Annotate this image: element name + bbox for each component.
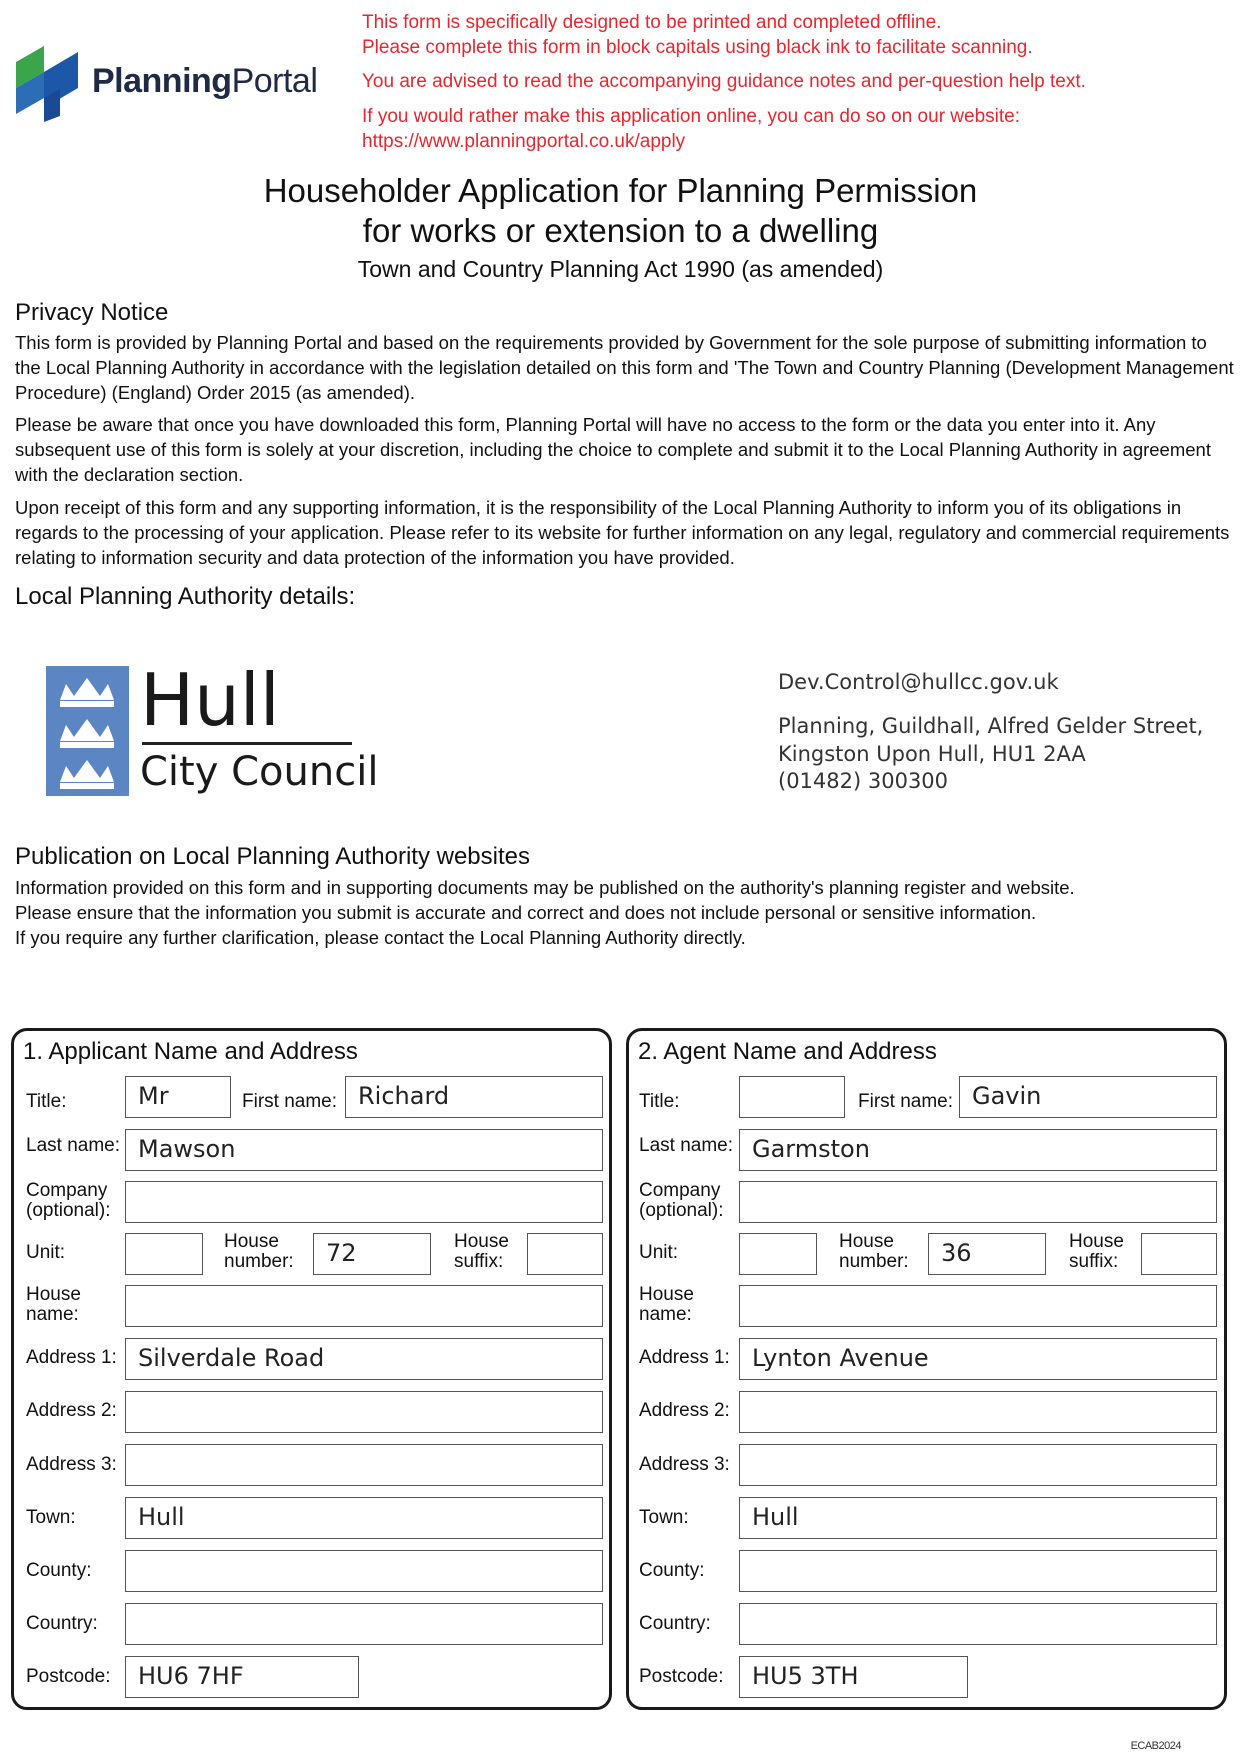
- apply-url-link[interactable]: https://www.planningportal.co.uk/apply: [362, 131, 686, 152]
- form-title-line-1: Householder Application for Planning Permission: [263, 172, 978, 209]
- agent-company-field[interactable]: [739, 1181, 1217, 1223]
- applicant-town-label: Town:: [26, 1507, 76, 1528]
- applicant-postcode-field[interactable]: HU6 7HF: [125, 1656, 359, 1698]
- agent-section: [626, 1028, 1227, 1710]
- agent-address-2-label: Address 2:: [639, 1400, 730, 1421]
- privacy-paragraph-2: Please be aware that once you have downloaded this form, Planning Portal will have no access to the form or the data you enter into it. Any subsequent use of this form is solely at your discretion, including the choice to complete and submit it to the Local Planning Authority in agreement with the declaration section.: [15, 414, 1211, 485]
- applicant-first-name-label: First name:: [242, 1091, 338, 1112]
- agent-house-name-field[interactable]: [739, 1285, 1217, 1327]
- applicant-company-field[interactable]: [125, 1181, 603, 1223]
- applicant-last-name-field[interactable]: Mawson: [125, 1129, 603, 1171]
- publication-paragraph-3: If you require any further clarification, please contact the Local Planning Authority directly.: [15, 927, 746, 948]
- agent-unit-field[interactable]: [739, 1233, 817, 1275]
- council-logo-divider: [142, 742, 352, 745]
- applicant-house-name-label: House name:: [26, 1284, 81, 1325]
- agent-first-name-label: First name:: [858, 1091, 954, 1112]
- applicant-address-3-field[interactable]: [125, 1444, 603, 1486]
- agent-unit-label: Unit:: [639, 1242, 679, 1263]
- privacy-notice-heading: Privacy Notice: [15, 299, 169, 326]
- applicant-town-field[interactable]: Hull: [125, 1497, 603, 1539]
- agent-house-suffix-field[interactable]: [1141, 1233, 1217, 1275]
- agent-county-field[interactable]: [739, 1550, 1217, 1592]
- applicant-house-suffix-label: House suffix:: [454, 1231, 509, 1272]
- agent-house-suffix-label: House suffix:: [1069, 1231, 1124, 1272]
- online-notice: If you would rather make this application online, you can do so on our website:: [362, 106, 1020, 127]
- planning-portal-logo: [12, 42, 318, 122]
- publication-paragraph-2: Please ensure that the information you submit is accurate and correct and does not include personal or sensitive information.: [15, 902, 1037, 923]
- agent-county-label: County:: [639, 1560, 705, 1581]
- applicant-address-1-field[interactable]: Silverdale Road: [125, 1338, 603, 1380]
- agent-address-2-field[interactable]: [739, 1391, 1217, 1433]
- applicant-title-field[interactable]: Mr: [125, 1076, 231, 1118]
- agent-address-1-field[interactable]: Lynton Avenue: [739, 1338, 1217, 1380]
- applicant-house-suffix-field[interactable]: [527, 1233, 603, 1275]
- agent-section-heading: 2. Agent Name and Address: [638, 1038, 937, 1065]
- guidance-notice: You are advised to read the accompanying guidance notes and per-question help text.: [362, 71, 1086, 92]
- applicant-address-2-label: Address 2:: [26, 1400, 117, 1421]
- council-address-line-1: Planning, Guildhall, Alfred Gelder Street,: [778, 714, 1204, 738]
- council-address-line-2: Kingston Upon Hull, HU1 2AA: [778, 742, 1086, 766]
- agent-house-number-field[interactable]: 36: [928, 1233, 1046, 1275]
- block-capitals-notice: Please complete this form in block capitals using black ink to facilitate scanning.: [362, 37, 1033, 58]
- privacy-paragraph-3: Upon receipt of this form and any supporting information, it is the responsibility of the Local Planning Authority to inform you of its obligations in regards to the processing of your application. Please refer to its website for further information on any legal, regulatory and commercial requirements relating to information security and data protection of the information you have provided.: [15, 497, 1230, 568]
- applicant-address-1-label: Address 1:: [26, 1347, 117, 1368]
- agent-first-name-field[interactable]: Gavin: [959, 1076, 1217, 1118]
- agent-town-field[interactable]: Hull: [739, 1497, 1217, 1539]
- agent-title-label: Title:: [639, 1091, 680, 1112]
- council-subtitle: City Council: [140, 749, 379, 795]
- agent-last-name-label: Last name:: [639, 1135, 733, 1156]
- agent-house-name-label: House name:: [639, 1284, 694, 1325]
- planning-portal-wordmark: PlanningPortal: [92, 62, 318, 100]
- applicant-county-label: County:: [26, 1560, 92, 1581]
- applicant-company-label: Company (optional):: [26, 1180, 111, 1221]
- form-subtitle-act: Town and Country Planning Act 1990 (as amended): [357, 256, 884, 282]
- agent-postcode-label: Postcode:: [639, 1666, 724, 1687]
- applicant-first-name-field[interactable]: Richard: [345, 1076, 603, 1118]
- agent-country-field[interactable]: [739, 1603, 1217, 1645]
- applicant-house-number-label: House number:: [224, 1231, 294, 1272]
- applicant-section-heading: 1. Applicant Name and Address: [23, 1038, 358, 1065]
- agent-house-number-label: House number:: [839, 1231, 909, 1272]
- applicant-address-2-field[interactable]: [125, 1391, 603, 1433]
- applicant-country-field[interactable]: [125, 1603, 603, 1645]
- offline-notice: This form is specifically designed to be printed and completed offline.: [362, 12, 942, 33]
- planning-portal-logo-icon: [12, 42, 82, 122]
- applicant-house-name-field[interactable]: [125, 1285, 603, 1327]
- form-title-line-2: for works or extension to a dwelling: [362, 212, 879, 249]
- applicant-house-number-field[interactable]: 72: [313, 1233, 431, 1275]
- agent-company-label: Company (optional):: [639, 1180, 724, 1221]
- applicant-section: [11, 1028, 612, 1710]
- hull-crest-icon: [46, 666, 129, 796]
- publication-heading: Publication on Local Planning Authority websites: [15, 843, 530, 870]
- agent-town-label: Town:: [639, 1507, 689, 1528]
- agent-address-1-label: Address 1:: [639, 1347, 730, 1368]
- agent-last-name-field[interactable]: Garmston: [739, 1129, 1217, 1171]
- agent-country-label: Country:: [639, 1613, 711, 1634]
- privacy-paragraph-1: This form is provided by Planning Portal and based on the requirements provided by Government for the sole purpose of submitting information to the Local Planning Authority in accordance with the legislation detailed on this form and 'The Town and Country Planning (Development Management Procedure) (England) Order 2015 (as amended).: [15, 332, 1234, 403]
- applicant-unit-field[interactable]: [125, 1233, 203, 1275]
- council-phone: (01482) 300300: [778, 769, 949, 793]
- applicant-title-label: Title:: [26, 1091, 67, 1112]
- applicant-last-name-label: Last name:: [26, 1135, 120, 1156]
- applicant-county-field[interactable]: [125, 1550, 603, 1592]
- council-email-link[interactable]: Dev.Control@hullcc.gov.uk: [778, 670, 1059, 694]
- agent-address-3-label: Address 3:: [639, 1454, 730, 1475]
- lpa-details-heading: Local Planning Authority details:: [15, 583, 356, 610]
- agent-address-3-field[interactable]: [739, 1444, 1217, 1486]
- form-version-code: ECAB2024: [1130, 1740, 1181, 1752]
- agent-title-field[interactable]: [739, 1076, 845, 1118]
- agent-postcode-field[interactable]: HU5 3TH: [739, 1656, 968, 1698]
- applicant-unit-label: Unit:: [26, 1242, 66, 1263]
- publication-paragraph-1: Information provided on this form and in supporting documents may be published on the authority's planning register and website.: [15, 877, 1075, 898]
- applicant-country-label: Country:: [26, 1613, 98, 1634]
- applicant-address-3-label: Address 3:: [26, 1454, 117, 1475]
- applicant-postcode-label: Postcode:: [26, 1666, 111, 1687]
- council-name: Hull: [140, 658, 280, 742]
